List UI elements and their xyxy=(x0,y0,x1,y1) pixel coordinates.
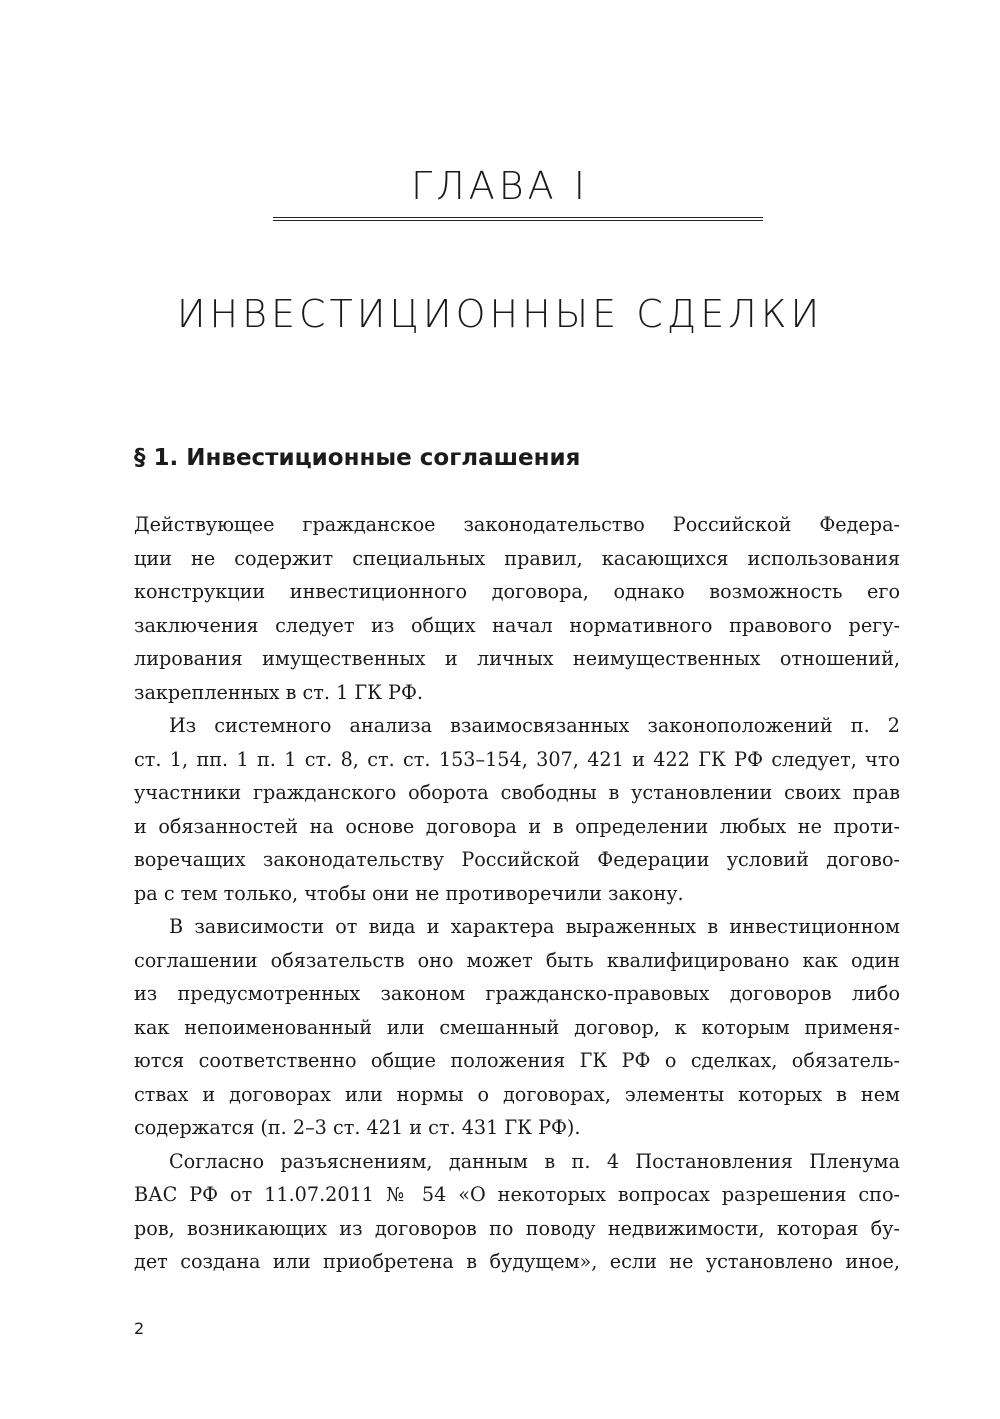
text-line: Согласно разъяснениям, данным в п. 4 Постановления Пленума xyxy=(169,1149,900,1173)
text-line: Из системного анализа взаимосвязанных законоположений п. 2 xyxy=(169,714,900,737)
text-line: лирования имущественных и личных неимущественных отношений, xyxy=(134,647,900,670)
paragraph-2 xyxy=(134,709,900,910)
paragraph-4 xyxy=(134,1145,900,1279)
text-line: ров, возникающих из договоров по поводу недвижимости, которая бу- xyxy=(134,1216,900,1240)
text-line: из предусмотренных законом гражданско-правовых договоров либо xyxy=(134,982,900,1005)
text-line: ра с тем только, чтобы они не противоречили закону. xyxy=(134,881,684,905)
text-line: содержатся (п. 2–3 ст. 421 и ст. 431 ГК РФ). xyxy=(134,1116,581,1139)
paragraph-1 xyxy=(134,508,900,709)
chapter-label: ГЛАВА I xyxy=(411,164,589,208)
text-line: ции не содержит специальных правил, касающихся использования xyxy=(134,546,900,570)
body-text xyxy=(134,508,900,1279)
section-heading: § 1. Инвестиционные соглашения xyxy=(134,445,581,471)
text-line: ются соответственно общие положения ГК РФ о сделках, обязатель- xyxy=(134,1049,900,1072)
text-line: заключения следует из общих начал нормативного правового регу- xyxy=(134,613,900,637)
text-line: закрепленных в ст. 1 ГК РФ. xyxy=(134,680,423,704)
text-line: конструкции инвестиционного договора, однако возможность его xyxy=(134,580,900,603)
text-line: соглашении обязательств оно может быть квалифицировано как один xyxy=(134,948,900,972)
chapter-title: ИНВЕСТИЦИОННЫЕ СДЕЛКИ xyxy=(176,292,824,336)
text-line: и обязанностей на основе договора и в определении любых не проти- xyxy=(134,814,900,838)
paragraph-3 xyxy=(134,910,900,1145)
text-line: Действующее гражданское законодательство Российской Федера- xyxy=(134,513,900,536)
text-line: ствах и договорах или нормы о договорах, элементы которых в нем xyxy=(134,1082,900,1106)
text-line: ВАС РФ от 11.07.2011 № 54 «О некоторых вопросах разрешения спо- xyxy=(134,1183,900,1206)
text-line: как непоименованный или смешанный договор, к которым применя- xyxy=(134,1015,900,1039)
text-line: дет создана или приобретена в будущем», если не установлено иное, xyxy=(134,1250,900,1273)
text-line: В зависимости от вида и характера выраженных в инвестиционном xyxy=(169,915,900,938)
text-line: воречащих законодательству Российской Федерации условий догово- xyxy=(134,848,900,871)
page-number: 2 xyxy=(134,1319,145,1338)
chapter-divider xyxy=(273,217,763,221)
text-line: участники гражданского оборота свободны в установлении своих прав xyxy=(134,781,900,804)
text-line: ст. 1, пп. 1 п. 1 ст. 8, ст. ст. 153–154, 307, 421 и 422 ГК РФ следует, что xyxy=(134,747,900,771)
